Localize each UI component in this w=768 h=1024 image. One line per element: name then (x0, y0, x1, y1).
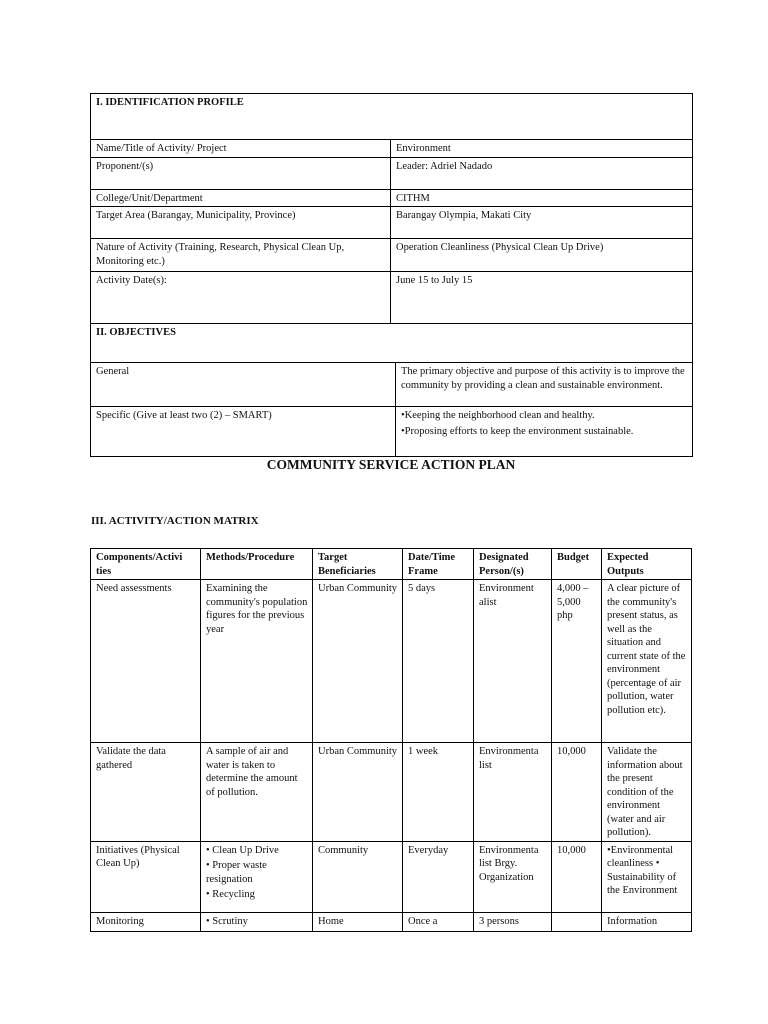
profile-value: Environment (391, 140, 693, 158)
matrix-cell-timeframe: Everyday (403, 841, 474, 912)
matrix-cell-budget: 10,000 (552, 743, 602, 842)
method-item: • Recycling (206, 889, 255, 900)
matrix-header-cell: Methods/Procedure (201, 549, 313, 580)
matrix-cell-component: Initiatives (Physical Clean Up) (91, 841, 201, 912)
matrix-cell-output: Validate the information about the present condition of the environment (water and air pollution). (602, 743, 692, 842)
profile-value: Barangay Olympia, Makati City (391, 207, 693, 239)
section2-title: II. OBJECTIVES (91, 324, 693, 363)
objectives-table (90, 323, 693, 457)
matrix-cell-target: Urban Community (313, 743, 403, 842)
matrix-header-cell: Target Beneficiaries (313, 549, 403, 580)
matrix-cell-timeframe: 1 week (403, 743, 474, 842)
matrix-cell-output: Information (602, 912, 692, 932)
table-row (91, 743, 692, 842)
matrix-cell-output: A clear picture of the community's present status, as well as the situation and current state of the environment (percentage of air pollution, water pollution etc). (602, 580, 692, 743)
matrix-cell-component: Need assessments (91, 580, 201, 743)
objective-general-value: The primary objective and purpose of this activity is to improve the community by providing a clean and sustainable environment. (396, 363, 693, 407)
profile-label: Nature of Activity (Training, Research, Physical Clean Up, Monitoring etc.) (91, 239, 391, 272)
profile-label: Proponent/(s) (91, 157, 391, 189)
matrix-header-cell: Date/Time Frame (403, 549, 474, 580)
section3-title: III. ACTIVITY/ACTION MATRIX (91, 515, 259, 527)
section1-title: I. IDENTIFICATION PROFILE (91, 94, 693, 140)
matrix-cell-component: Monitoring (91, 912, 201, 932)
action-matrix-table (90, 548, 692, 932)
matrix-cell-target: Urban Community (313, 580, 403, 743)
matrix-cell-person: Environment alist (474, 580, 552, 743)
matrix-cell-timeframe: Once a (403, 912, 474, 932)
matrix-cell-budget: 10,000 (552, 841, 602, 912)
objective-specific-item: •Proposing efforts to keep the environment sustainable. (401, 425, 634, 437)
objective-specific-label: Specific (Give at least two (2) – SMART) (91, 407, 396, 457)
matrix-cell-budget: 4,000 – 5,000 php (552, 580, 602, 743)
matrix-cell-method: Examining the community's population figures for the previous year (201, 580, 313, 743)
matrix-cell-output: •Environmental cleanliness • Sustainability of the Environment (602, 841, 692, 912)
matrix-cell-target: Community (313, 841, 403, 912)
matrix-cell-budget (552, 912, 602, 932)
matrix-cell-component: Validate the data gathered (91, 743, 201, 842)
table-row (91, 912, 692, 932)
table-row (91, 580, 692, 743)
matrix-cell-timeframe: 5 days (403, 580, 474, 743)
method-item: • Clean Up Drive (206, 844, 279, 856)
profile-value: CITHM (391, 189, 693, 207)
profile-value: Leader: Adriel Nadado (391, 157, 693, 189)
matrix-cell-method (201, 912, 313, 932)
profile-label: College/Unit/Department (91, 189, 391, 207)
document-title: COMMUNITY SERVICE ACTION PLAN (266, 457, 516, 472)
profile-label: Activity Date(s): (91, 272, 391, 324)
table-row (91, 841, 692, 912)
matrix-cell-person: 3 persons (474, 912, 552, 932)
objective-specific-item: •Keeping the neighborhood clean and healthy. (401, 410, 595, 421)
matrix-cell-person: Environmenta list (474, 743, 552, 842)
matrix-header-cell: Designated Person/(s) (474, 549, 552, 580)
matrix-header-row (91, 549, 692, 580)
method-item: • Scrutiny (206, 915, 248, 927)
matrix-cell-method: A sample of air and water is taken to determine the amount of pollution. (201, 743, 313, 842)
objective-specific-value (396, 407, 693, 457)
matrix-cell-target: Home (313, 912, 403, 932)
matrix-header-cell: Components/Activi ties (91, 549, 201, 580)
profile-label: Target Area (Barangay, Municipality, Province) (91, 207, 391, 239)
objective-general-label: General (91, 363, 396, 407)
profile-label: Name/Title of Activity/ Project (91, 140, 391, 158)
matrix-cell-person: Environmenta list Brgy. Organization (474, 841, 552, 912)
matrix-cell-method (201, 841, 313, 912)
profile-value: June 15 to July 15 (391, 272, 693, 324)
method-item: • Proper waste resignation (206, 860, 267, 885)
identification-profile-table (90, 93, 693, 324)
matrix-header-cell: Budget (552, 549, 602, 580)
profile-value: Operation Cleanliness (Physical Clean Up Drive) (391, 239, 693, 272)
matrix-header-cell: Expected Outputs (602, 549, 692, 580)
